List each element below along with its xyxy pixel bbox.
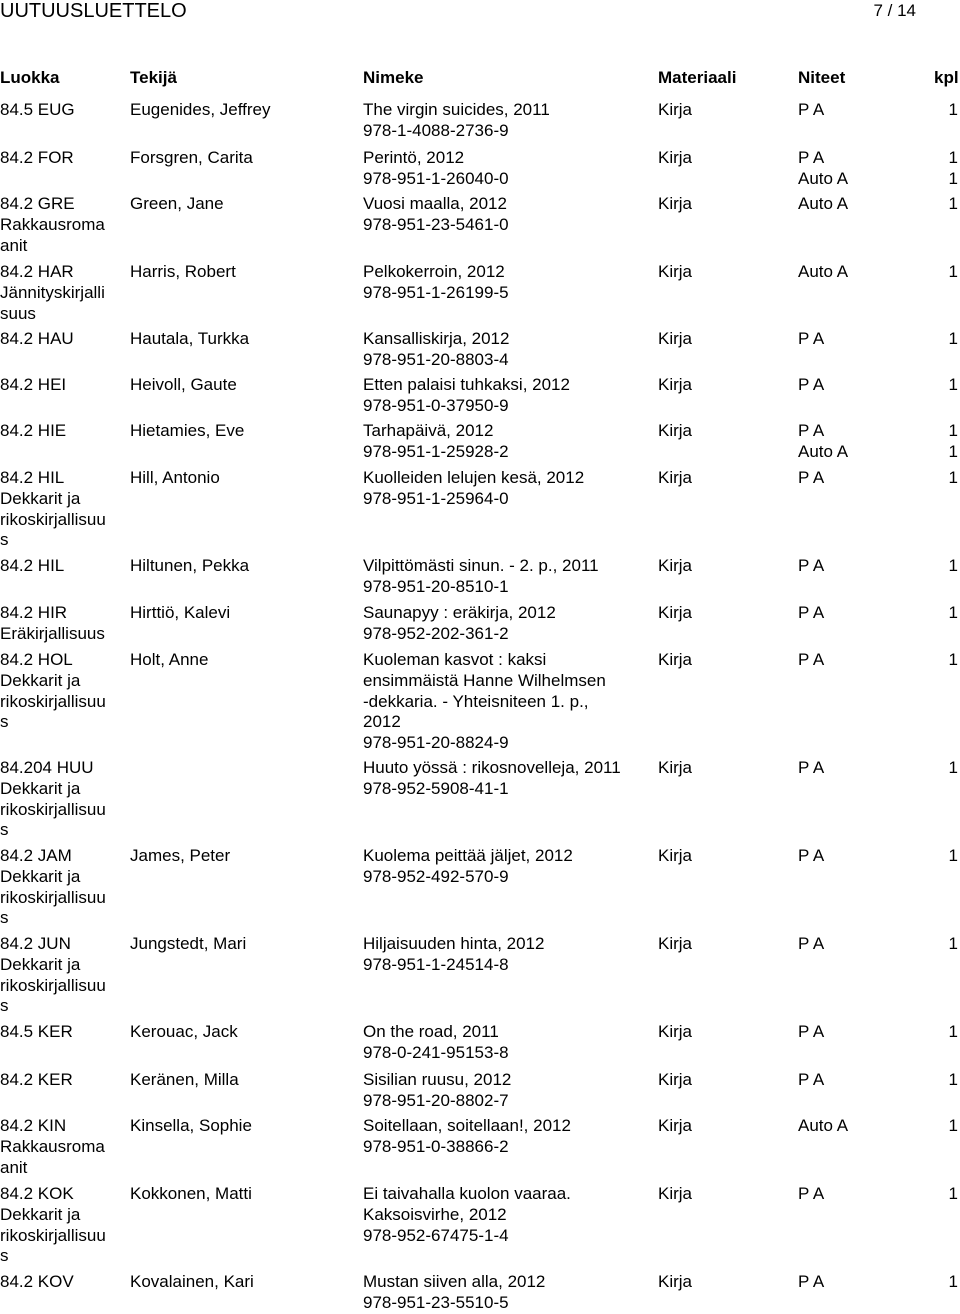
- copies-count: [918, 650, 958, 671]
- copies-location-line: Auto A: [798, 441, 849, 461]
- classification-line: 84.2 GRE: [0, 194, 75, 213]
- material: Kirja: [658, 1272, 693, 1291]
- classification-line: Rakkausroma: [0, 1136, 105, 1156]
- classification-line: 84.5 EUG: [0, 100, 75, 119]
- classification-line: 84.2 HAR: [0, 262, 74, 281]
- copies-count-line: 1: [948, 1184, 958, 1203]
- copies-location: [798, 758, 918, 779]
- title-line: Perintö, 2012: [363, 148, 465, 167]
- classification-line: rikoskirjallisuu: [0, 975, 106, 995]
- classification-line: anit: [0, 1157, 28, 1177]
- classification-line: s: [0, 712, 9, 732]
- classification: [0, 650, 126, 733]
- title-line: 978-951-1-24514-8: [363, 954, 509, 974]
- copies-location: [798, 603, 918, 624]
- classification-line: Dekkarit ja: [0, 954, 81, 974]
- copies-count: [918, 262, 958, 283]
- copies-count-line: 1: [948, 1272, 958, 1291]
- title: [363, 148, 655, 190]
- title-line: Etten palaisi tuhkaksi, 2012: [363, 375, 570, 394]
- title-line: 978-951-1-26040-0: [363, 168, 509, 188]
- copies-count: [918, 1116, 958, 1137]
- material: Kirja: [658, 100, 693, 119]
- classification-line: s: [0, 530, 9, 550]
- copies-location-line: Auto A: [798, 1116, 849, 1135]
- title-line: Huuto yössä : rikosnovelleja, 2011: [363, 758, 621, 777]
- classification: [0, 603, 126, 645]
- classification: [0, 194, 126, 256]
- classification-line: 84.2 HIE: [0, 421, 67, 440]
- copies-count-line: 1: [948, 441, 958, 461]
- title-line: 978-951-1-26199-5: [363, 282, 509, 302]
- classification-line: rikoskirjallisuu: [0, 799, 106, 819]
- classification-line: s: [0, 908, 9, 928]
- author: Hiltunen, Pekka: [130, 556, 250, 575]
- title-line: 2012: [363, 712, 401, 732]
- author: Forsgren, Carita: [130, 148, 253, 167]
- title-line: 978-951-23-5510-5: [363, 1292, 509, 1312]
- title-line: 978-952-67475-1-4: [363, 1225, 509, 1245]
- title-line: Vilpittömästi sinun. - 2. p., 2011: [363, 556, 599, 575]
- title: [363, 1070, 655, 1112]
- copies-location: [798, 934, 918, 955]
- copies-location: [798, 468, 918, 489]
- copies-location: [798, 556, 918, 577]
- title-line: 978-951-20-8510-1: [363, 576, 509, 596]
- material: Kirja: [658, 556, 693, 575]
- title: [363, 1184, 655, 1246]
- classification-line: Dekkarit ja: [0, 670, 81, 690]
- material: Kirja: [658, 375, 693, 394]
- classification-line: rikoskirjallisuu: [0, 887, 106, 907]
- copies-count-line: 1: [948, 650, 958, 669]
- copies-count: [918, 846, 958, 867]
- copies-count-line: 1: [948, 603, 958, 622]
- author: Heivoll, Gaute: [130, 375, 237, 394]
- copies-location: [798, 375, 918, 396]
- copies-count-line: 1: [948, 1022, 958, 1041]
- classification-line: Dekkarit ja: [0, 778, 81, 798]
- classification-line: suus: [0, 303, 36, 323]
- copies-location-line: P A: [798, 934, 825, 953]
- copies-count-line: 1: [948, 846, 958, 865]
- title-line: Pelkokerroin, 2012: [363, 262, 505, 281]
- title-line: On the road, 2011: [363, 1022, 499, 1041]
- classification-line: 84.2 JAM: [0, 846, 72, 865]
- classification: [0, 1116, 126, 1178]
- classification-line: 84.204 HUU: [0, 758, 94, 777]
- copies-location-line: P A: [798, 1022, 825, 1041]
- material: Kirja: [658, 758, 693, 777]
- page-title: UUTUUSLUETTELO: [0, 0, 187, 22]
- title-line: Kansalliskirja, 2012: [363, 329, 510, 348]
- title-line: 978-951-20-8824-9: [363, 733, 509, 753]
- title: [363, 262, 655, 304]
- title-line: Soitellaan, soitellaan!, 2012: [363, 1116, 571, 1135]
- classification: [0, 262, 126, 324]
- classification: [0, 934, 126, 1017]
- title-line: 978-951-20-8803-4: [363, 349, 509, 369]
- copies-location: [798, 1184, 918, 1205]
- copies-count: [918, 100, 958, 121]
- title-line: Saunapyy : eräkirja, 2012: [363, 603, 556, 622]
- title-line: 978-952-202-361-2: [363, 623, 509, 643]
- copies-count: [918, 148, 958, 190]
- material: Kirja: [658, 846, 693, 865]
- author: James, Peter: [130, 846, 231, 865]
- title-line: Kuolleiden lelujen kesä, 2012: [363, 468, 585, 487]
- title-line: 978-951-1-25964-0: [363, 488, 509, 508]
- material: Kirja: [658, 603, 693, 622]
- material: Kirja: [658, 934, 693, 953]
- page-header: [0, 0, 960, 22]
- copies-location-line: P A: [798, 329, 825, 348]
- classification-line: 84.2 HOL: [0, 650, 73, 669]
- title-line: Mustan siiven alla, 2012: [363, 1272, 546, 1291]
- author: Kinsella, Sophie: [130, 1116, 252, 1135]
- author: Keränen, Milla: [130, 1070, 239, 1089]
- material: Kirja: [658, 650, 693, 669]
- author: Holt, Anne: [130, 650, 209, 669]
- classification-line: Eräkirjallisuus: [0, 623, 105, 643]
- page-number: 7 / 14: [873, 1, 916, 20]
- copies-location-line: P A: [798, 375, 825, 394]
- classification-line: rikoskirjallisuu: [0, 1225, 106, 1245]
- copies-location-line: P A: [798, 556, 825, 575]
- copies-count: [918, 1272, 958, 1293]
- classification-line: s: [0, 996, 9, 1016]
- classification-line: 84.2 HIR: [0, 603, 68, 622]
- title: [363, 846, 655, 888]
- classification-line: s: [0, 820, 9, 840]
- classification-line: 84.2 HAU: [0, 329, 74, 348]
- copies-count: [918, 1070, 958, 1091]
- classification: [0, 1022, 126, 1043]
- copies-count-line: 1: [948, 329, 958, 348]
- title-line: The virgin suicides, 2011: [363, 100, 550, 119]
- copies-location: [798, 421, 918, 463]
- title: [363, 100, 655, 142]
- copies-location-line: P A: [798, 758, 825, 777]
- material: Kirja: [658, 194, 693, 213]
- title-line: 978-951-1-25928-2: [363, 441, 509, 461]
- classification: [0, 148, 126, 169]
- copies-count: [918, 468, 958, 489]
- material: Kirja: [658, 1070, 693, 1089]
- title-line: 978-1-4088-2736-9: [363, 120, 509, 140]
- author: Kerouac, Jack: [130, 1022, 238, 1041]
- classification-line: 84.2 FOR: [0, 148, 74, 167]
- classification: [0, 100, 126, 121]
- title-line: 978-951-20-8802-7: [363, 1090, 509, 1110]
- title: [363, 758, 655, 800]
- classification-line: rikoskirjallisuu: [0, 691, 106, 711]
- material: Kirja: [658, 148, 693, 167]
- copies-location: [798, 1272, 918, 1293]
- classification: [0, 1272, 126, 1293]
- title-line: 978-951-23-5461-0: [363, 214, 509, 234]
- copies-location-line: P A: [798, 1272, 825, 1291]
- copies-count-line: 1: [948, 758, 958, 777]
- title-line: -dekkaria. - Yhteisniteen 1. p.,: [363, 691, 589, 711]
- classification-line: s: [0, 1246, 9, 1266]
- copies-location: [798, 1070, 918, 1091]
- title-line: 978-0-241-95153-8: [363, 1042, 509, 1062]
- author: Kovalainen, Kari: [130, 1272, 254, 1291]
- title: [363, 421, 655, 463]
- title-line: 978-952-5908-41-1: [363, 778, 509, 798]
- author: Green, Jane: [130, 194, 224, 213]
- title-line: 978-951-0-38866-2: [363, 1136, 509, 1156]
- title-line: Kaksoisvirhe, 2012: [363, 1204, 507, 1224]
- material: Kirja: [658, 1184, 693, 1203]
- author: Hill, Antonio: [130, 468, 220, 487]
- classification-line: 84.2 HIL: [0, 468, 65, 487]
- copies-location: [798, 846, 918, 867]
- title-line: Tarhapäivä, 2012: [363, 421, 494, 440]
- classification: [0, 329, 126, 350]
- classification-line: 84.2 KER: [0, 1070, 73, 1089]
- column-header-tekija: Tekijä: [130, 68, 177, 87]
- author: Hirttiö, Kalevi: [130, 603, 231, 622]
- classification-line: anit: [0, 235, 28, 255]
- material: Kirja: [658, 329, 693, 348]
- copies-location-line: P A: [798, 603, 825, 622]
- column-header-luokka: Luokka: [0, 68, 60, 87]
- copies-location: [798, 1022, 918, 1043]
- classification: [0, 556, 126, 577]
- copies-count: [918, 603, 958, 624]
- copies-count-line: 1: [948, 375, 958, 394]
- copies-count-line: 1: [948, 148, 958, 167]
- title-line: Kuolema peittää jäljet, 2012: [363, 846, 573, 865]
- classification-line: Dekkarit ja: [0, 488, 81, 508]
- copies-count-line: 1: [948, 100, 958, 119]
- title-line: ensimmäistä Hanne Wilhelmsen: [363, 670, 606, 690]
- title: [363, 650, 655, 754]
- copies-count-line: 1: [948, 421, 958, 440]
- title-line: Sisilian ruusu, 2012: [363, 1070, 512, 1089]
- classification: [0, 421, 126, 442]
- title-line: 978-952-492-570-9: [363, 866, 509, 886]
- classification-line: rikoskirjallisuu: [0, 509, 106, 529]
- copies-location-line: P A: [798, 421, 825, 440]
- title-line: Ei taivahalla kuolon vaaraa.: [363, 1184, 571, 1203]
- classification-line: 84.2 KIN: [0, 1116, 67, 1135]
- copies-count: [918, 421, 958, 463]
- copies-count: [918, 1022, 958, 1043]
- classification: [0, 846, 126, 929]
- title: [363, 329, 655, 371]
- column-header-kpl: kpl: [934, 68, 959, 87]
- copies-location-line: Auto A: [798, 262, 849, 281]
- author: Eugenides, Jeffrey: [130, 100, 271, 119]
- copies-location-line: P A: [798, 148, 825, 167]
- classification-line: 84.2 JUN: [0, 934, 71, 953]
- title-line: Vuosi maalla, 2012: [363, 194, 507, 213]
- classification-line: Dekkarit ja: [0, 866, 81, 886]
- copies-count-line: 1: [948, 194, 958, 213]
- copies-count: [918, 1184, 958, 1205]
- copies-location: [798, 262, 918, 283]
- material: Kirja: [658, 1116, 693, 1135]
- copies-location-line: P A: [798, 846, 825, 865]
- copies-count: [918, 934, 958, 955]
- copies-location-line: P A: [798, 1184, 825, 1203]
- copies-location-line: P A: [798, 650, 825, 669]
- classification-line: Rakkausroma: [0, 214, 105, 234]
- classification: [0, 468, 126, 551]
- classification-line: 84.2 HIL: [0, 556, 65, 575]
- classification: [0, 758, 126, 841]
- copies-count: [918, 194, 958, 215]
- copies-location-line: P A: [798, 1070, 825, 1089]
- copies-location: [798, 329, 918, 350]
- title: [363, 1022, 655, 1064]
- author: Kokkonen, Matti: [130, 1184, 252, 1203]
- copies-count-line: 1: [948, 934, 958, 953]
- material: Kirja: [658, 421, 693, 440]
- classification: [0, 1070, 126, 1091]
- copies-location-line: P A: [798, 100, 825, 119]
- classification-line: 84.5 KER: [0, 1022, 73, 1041]
- title-line: 978-951-0-37950-9: [363, 395, 509, 415]
- material: Kirja: [658, 1022, 693, 1041]
- copies-count-line: 1: [948, 1070, 958, 1089]
- copies-location: [798, 194, 918, 215]
- author: Hietamies, Eve: [130, 421, 245, 440]
- copies-count: [918, 556, 958, 577]
- copies-count-line: 1: [948, 168, 958, 188]
- classification-line: 84.2 HEI: [0, 375, 67, 394]
- author: Hautala, Turkka: [130, 329, 250, 348]
- copies-location-line: Auto A: [798, 168, 849, 188]
- classification-line: 84.2 KOK: [0, 1184, 74, 1203]
- copies-count: [918, 329, 958, 350]
- title: [363, 194, 655, 236]
- title: [363, 934, 655, 976]
- material: Kirja: [658, 262, 693, 281]
- classification: [0, 375, 126, 396]
- copies-location: [798, 148, 918, 190]
- title-line: Kuoleman kasvot : kaksi: [363, 650, 547, 669]
- title: [363, 468, 655, 510]
- column-header-materiaali: Materiaali: [658, 68, 737, 87]
- copies-location-line: Auto A: [798, 194, 849, 213]
- material: Kirja: [658, 468, 693, 487]
- copies-count-line: 1: [948, 468, 958, 487]
- classification-line: Dekkarit ja: [0, 1204, 81, 1224]
- author: Jungstedt, Mari: [130, 934, 247, 953]
- title: [363, 1116, 655, 1158]
- title: [363, 603, 655, 645]
- classification-line: 84.2 KOV: [0, 1272, 74, 1291]
- title-line: Hiljaisuuden hinta, 2012: [363, 934, 545, 953]
- column-header-nimeke: Nimeke: [363, 68, 424, 87]
- title: [363, 1272, 655, 1314]
- author: Harris, Robert: [130, 262, 236, 281]
- copies-location: [798, 650, 918, 671]
- copies-location: [798, 1116, 918, 1137]
- copies-count-line: 1: [948, 556, 958, 575]
- copies-count: [918, 375, 958, 396]
- title: [363, 556, 655, 598]
- copies-count-line: 1: [948, 262, 958, 281]
- classification: [0, 1184, 126, 1267]
- copies-location: [798, 100, 918, 121]
- column-headers: [0, 68, 960, 88]
- title: [363, 375, 655, 417]
- copies-count-line: 1: [948, 1116, 958, 1135]
- column-header-niteet: Niteet: [798, 68, 846, 87]
- copies-location-line: P A: [798, 468, 825, 487]
- classification-line: Jännityskirjalli: [0, 282, 105, 302]
- copies-count: [918, 758, 958, 779]
